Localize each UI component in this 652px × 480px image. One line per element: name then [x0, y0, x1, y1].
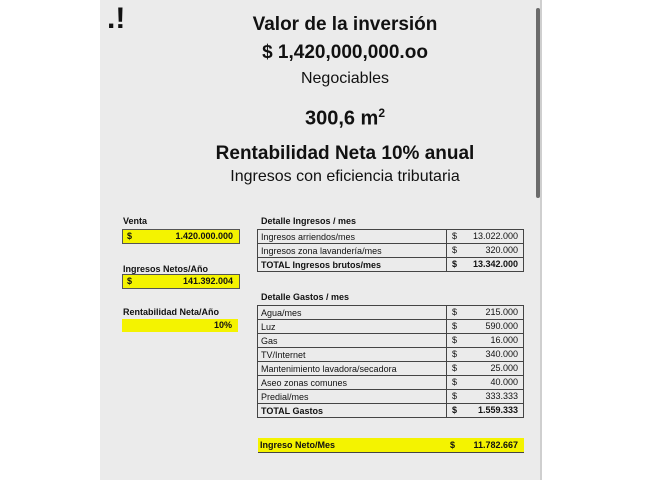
row-value	[447, 258, 524, 272]
row-label: Agua/mes	[258, 306, 447, 320]
row-label: Gas	[258, 334, 447, 348]
row-amount: 590.000	[485, 321, 518, 331]
table-row	[258, 230, 524, 244]
table-row	[258, 376, 524, 390]
row-currency: $	[452, 349, 458, 359]
row-amount: 16.000	[490, 335, 518, 345]
ingresos-netos-currency: $	[127, 276, 133, 286]
table-row	[258, 244, 524, 258]
row-label: Luz	[258, 320, 447, 334]
row-value	[447, 244, 524, 258]
row-label: TOTAL Ingresos brutos/mes	[258, 258, 447, 272]
row-label: Mantenimiento lavadora/secadora	[258, 362, 447, 376]
row-amount: 340.000	[485, 349, 518, 359]
row-currency: $	[452, 231, 458, 241]
venta-amount: 1.420.000.000	[175, 231, 233, 241]
row-amount: 25.000	[490, 363, 518, 373]
rentabilidad-box	[122, 319, 238, 332]
rentabilidad-amount: 10%	[213, 320, 232, 330]
ingresos-netos-amount: 141.392.004	[182, 276, 233, 286]
row-currency: $	[452, 377, 458, 387]
ingresos-table	[257, 229, 524, 272]
row-value	[447, 390, 524, 404]
rentabilidad-label: Rentabilidad Neta/Año	[123, 307, 220, 317]
row-currency: $	[452, 335, 458, 345]
row-currency: $	[452, 245, 458, 255]
row-value	[447, 362, 524, 376]
row-value	[447, 230, 524, 244]
negotiable-note: Negociables	[300, 70, 390, 87]
ingresos-netos-box	[122, 274, 240, 289]
row-label: Ingresos zona lavandería/mes	[258, 244, 447, 258]
row-currency: $	[452, 405, 458, 415]
background-strip	[542, 0, 652, 480]
investment-price: $ 1,420,000,000.oo	[262, 42, 428, 63]
row-amount: 320.000	[485, 245, 518, 255]
row-value	[447, 334, 524, 348]
row-currency: $	[452, 307, 458, 317]
row-label: Predial/mes	[258, 390, 447, 404]
row-currency: $	[452, 391, 458, 401]
row-value	[447, 376, 524, 390]
table-row	[258, 320, 524, 334]
investment-title: Valor de la inversión	[252, 14, 438, 35]
net-yield-heading: Rentabilidad Neta 10% anual	[215, 143, 475, 164]
row-label: Ingresos arriendos/mes	[258, 230, 447, 244]
row-amount: 40.000	[490, 377, 518, 387]
row-value	[447, 320, 524, 334]
gastos-title: Detalle Gastos / mes	[261, 292, 350, 302]
net-income-amount: 11.782.667	[473, 440, 518, 450]
table-row	[258, 362, 524, 376]
tax-efficiency-subtitle: Ingresos con eficiencia tributaria	[230, 168, 460, 185]
table-row	[258, 334, 524, 348]
table-row	[258, 306, 524, 320]
row-label: TOTAL Gastos	[258, 404, 447, 418]
net-income-month-row	[258, 438, 524, 453]
corner-mark: .!	[107, 2, 126, 35]
venta-currency: $	[127, 231, 133, 241]
net-income-currency: $	[450, 440, 456, 450]
row-currency: $	[452, 321, 458, 331]
area-value	[150, 106, 540, 131]
table-row	[258, 390, 524, 404]
gastos-table	[257, 305, 524, 418]
area-number: 300,6 m	[304, 107, 379, 130]
table-row	[258, 348, 524, 362]
ingresos-title: Detalle Ingresos / mes	[261, 216, 357, 226]
venta-box	[122, 229, 240, 244]
area-exponent: 2	[378, 106, 386, 120]
ingresos-netos-label: Ingresos Netos/Año	[123, 264, 209, 274]
row-amount: 13.342.000	[472, 259, 518, 269]
total-row	[258, 258, 524, 272]
row-value	[447, 404, 524, 418]
venta-label: Venta	[123, 216, 148, 226]
row-label: Aseo zonas comunes	[258, 376, 447, 390]
net-income-label: Ingreso Neto/Mes	[260, 440, 336, 450]
row-currency: $	[452, 363, 458, 373]
row-amount: 13.022.000	[472, 231, 518, 241]
row-value	[447, 306, 524, 320]
total-row	[258, 404, 524, 418]
row-label: TV/Internet	[258, 348, 447, 362]
row-currency: $	[452, 259, 458, 269]
row-value	[447, 348, 524, 362]
row-amount: 1.559.333	[477, 405, 518, 415]
row-amount: 215.000	[485, 307, 518, 317]
row-amount: 333.333	[485, 391, 518, 401]
